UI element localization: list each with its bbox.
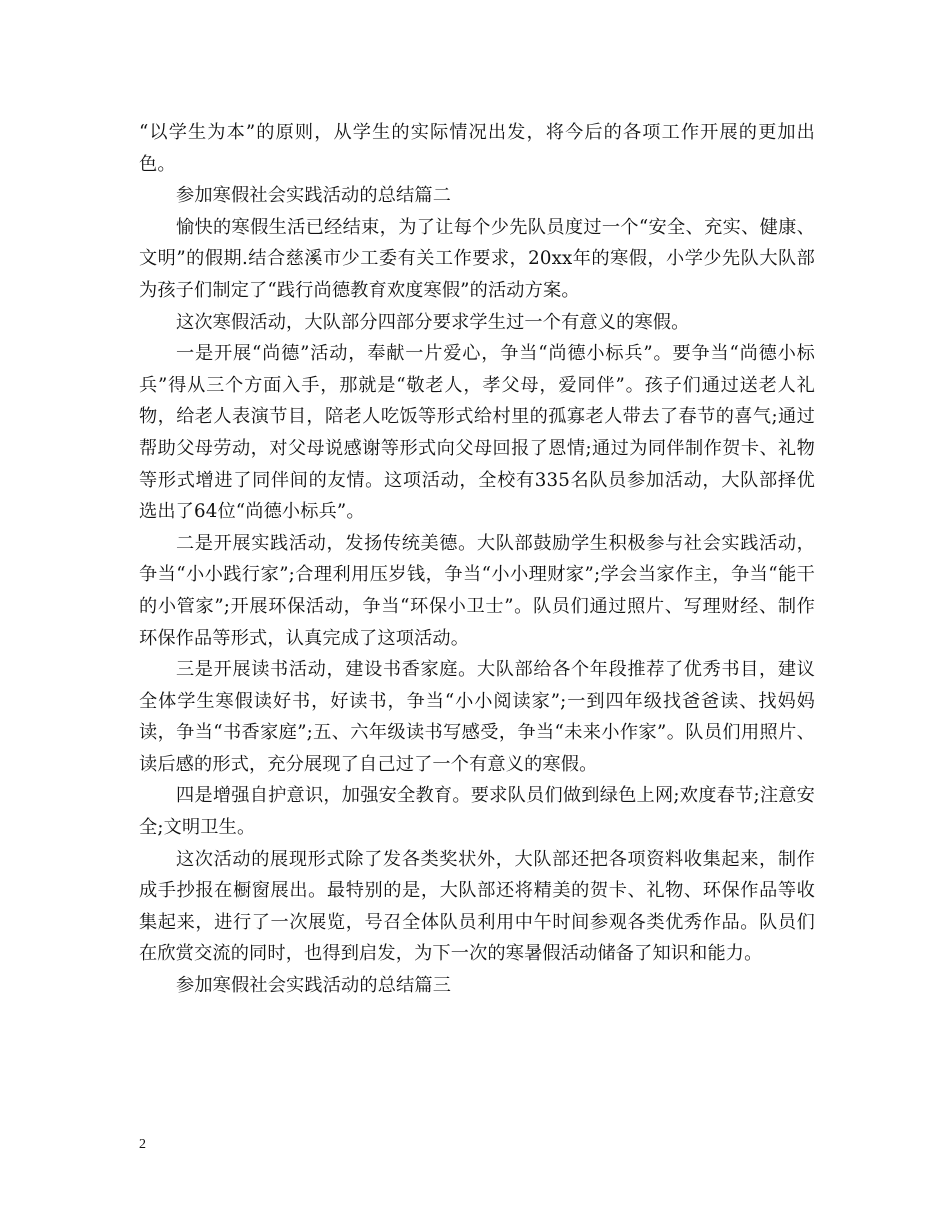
paragraph: 一是开展“尚德”活动，奉献一片爱心，争当“尚德小标兵”。要争当“尚德小标兵”得从三个方面入手，那就是“敬老人，孝父母，爱同伴”。孩子们通过送老人礼物，给老人表演节目，陪老人吃饭等形式给村里的孤寡老人带去了春节的喜气;通过帮助父母劳动，对父母说感谢等形式向父母回报了恩情;通过为同伴制作贺卡、礼物等形式增进了同伴间的友情。这项活动，全校有335名队员参加活动，大队部择优选出了64位“尚德小标兵”。	[139, 343, 815, 523]
paragraph: 这次活动的展现形式除了发各类奖状外，大队部还把各项资料收集起来，制作成手抄报在橱窗展出。最特别的是，大队部还将精美的贺卡、礼物、环保作品等收集起来，进行了一次展览，号召全体队员利用中午时间参观各类优秀作品。队员们在欣赏交流的同时，也得到启发，为下一次的寒暑假活动储备了知识和能力。	[139, 848, 815, 965]
section-heading: 参加寒假社会实践活动的总结篇三	[176, 975, 452, 997]
paragraph: 愉快的寒假生活已经结束，为了让每个少先队员度过一个“安全、充实、健康、文明”的假期.结合慈溪市少工委有关工作要求，20xx年的寒假，小学少先队大队部为孩子们制定了“践行尚德教育欢度寒假”的活动方案。	[139, 216, 815, 301]
paragraph: 这次寒假活动，大队部分四部分要求学生过一个有意义的寒假。	[176, 311, 690, 333]
paragraph: 四是增强自护意识，加强安全教育。要求队员们做到绿色上网;欢度春节;注意安全;文明卫生。	[139, 785, 815, 839]
paragraph: 三是开展读书活动，建设书香家庭。大队部给各个年段推荐了优秀书目，建议全体学生寒假读好书，好读书，争当“小小阅读家”;一到四年级找爸爸读、找妈妈读，争当“书香家庭”;五、六年级读书写感受，争当“未来小作家”。队员们用照片、读后感的形式，充分展现了自己过了一个有意义的寒假。	[139, 659, 815, 775]
page-number: 2	[139, 1137, 146, 1152]
paragraph-continuation: “以学生为本”的原则，从学生的实际情况出发，将今后的各项工作开展的更加出色。	[139, 122, 815, 175]
section-heading: 参加寒假社会实践活动的总结篇二	[176, 185, 452, 207]
paragraph: 二是开展实践活动，发扬传统美德。大队部鼓励学生积极参与社会实践活动，争当“小小践行家”;合理利用压岁钱，争当“小小理财家”;学会当家作主，争当“能干的小管家”;开展环保活动，争当“环保小卫士”。队员们通过照片、写理财经、制作环保作品等形式，认真完成了这项活动。	[139, 532, 815, 649]
document-body	[139, 117, 815, 1002]
